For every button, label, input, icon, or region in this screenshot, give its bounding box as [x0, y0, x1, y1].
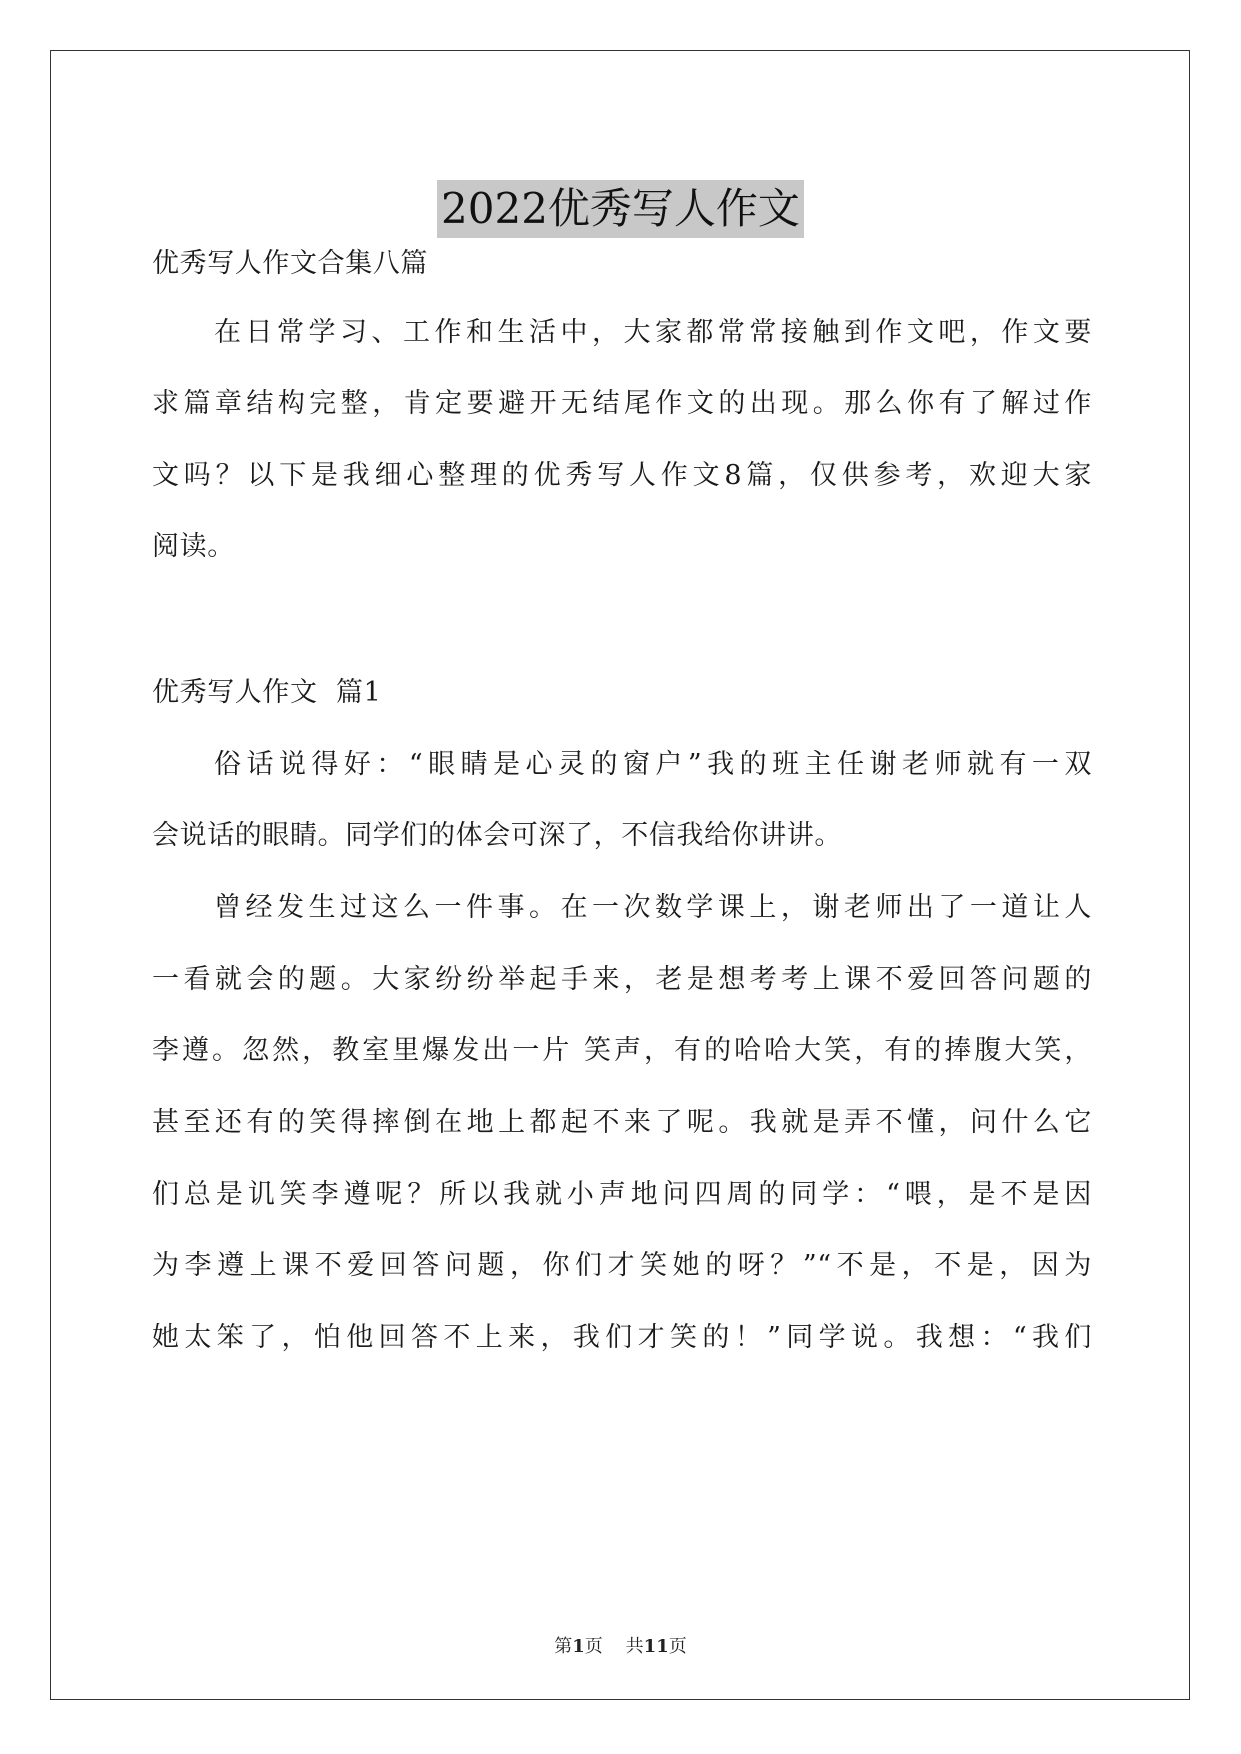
paragraph-line: 俗话说得好：“眼睛是心灵的窗户”我的班主任谢老师就有一双	[214, 749, 1092, 780]
section-heading: 优秀写人作文 篇1	[152, 677, 382, 708]
paragraph-line: 她太笨了，怕他回答不上来，我们才笑的！”同学说。我想：“我们	[152, 1322, 1092, 1353]
paragraph-line: 甚至还有的笑得摔倒在地上都起不来了呢。我就是弄不懂，问什么它	[152, 1107, 1092, 1138]
paragraph-line: 为李遵上课不爱回答问题，你们才笑她的呀？”“不是，不是，因为	[152, 1250, 1092, 1281]
page-border	[50, 50, 1190, 1700]
intro-line: 求篇章结构完整，肯定要避开无结尾作文的出现。那么你有了解过作	[152, 388, 1092, 419]
intro-line: 阅读。	[152, 531, 235, 562]
paragraph-line: 李遵。忽然，教室里爆发出一片 笑声，有的哈哈大笑，有的捧腹大笑，	[152, 1035, 1092, 1066]
paragraph-line: 一看就会的题。大家纷纷举起手来，老是想考考上课不爱回答问题的	[152, 964, 1092, 995]
document-title: 2022优秀写人作文	[437, 180, 804, 238]
page-prefix: 第	[554, 1636, 573, 1657]
page-footer	[0, 1632, 1241, 1658]
page-number: 1	[572, 1636, 585, 1657]
intro-line: 文吗？以下是我细心整理的优秀写人作文8篇，仅供参考，欢迎大家	[152, 460, 1092, 491]
paragraph-line: 们总是讥笑李遵呢？所以我就小声地问四周的同学：“喂，是不是因	[152, 1179, 1092, 1210]
total-prefix: 共	[625, 1636, 644, 1657]
intro-line: 在日常学习、工作和生活中，大家都常常接触到作文吧，作文要	[214, 317, 1092, 348]
total-pages: 11	[643, 1636, 669, 1657]
total-suffix: 页	[668, 1636, 687, 1657]
document-subtitle: 优秀写人作文合集八篇	[152, 248, 428, 279]
paragraph-line: 曾经发生过这么一件事。在一次数学课上，谢老师出了一道让人	[214, 892, 1092, 923]
page-suffix: 页	[584, 1636, 603, 1657]
paragraph-line: 会说话的眼睛。同学们的体会可深了，不信我给你讲讲。	[152, 820, 842, 851]
